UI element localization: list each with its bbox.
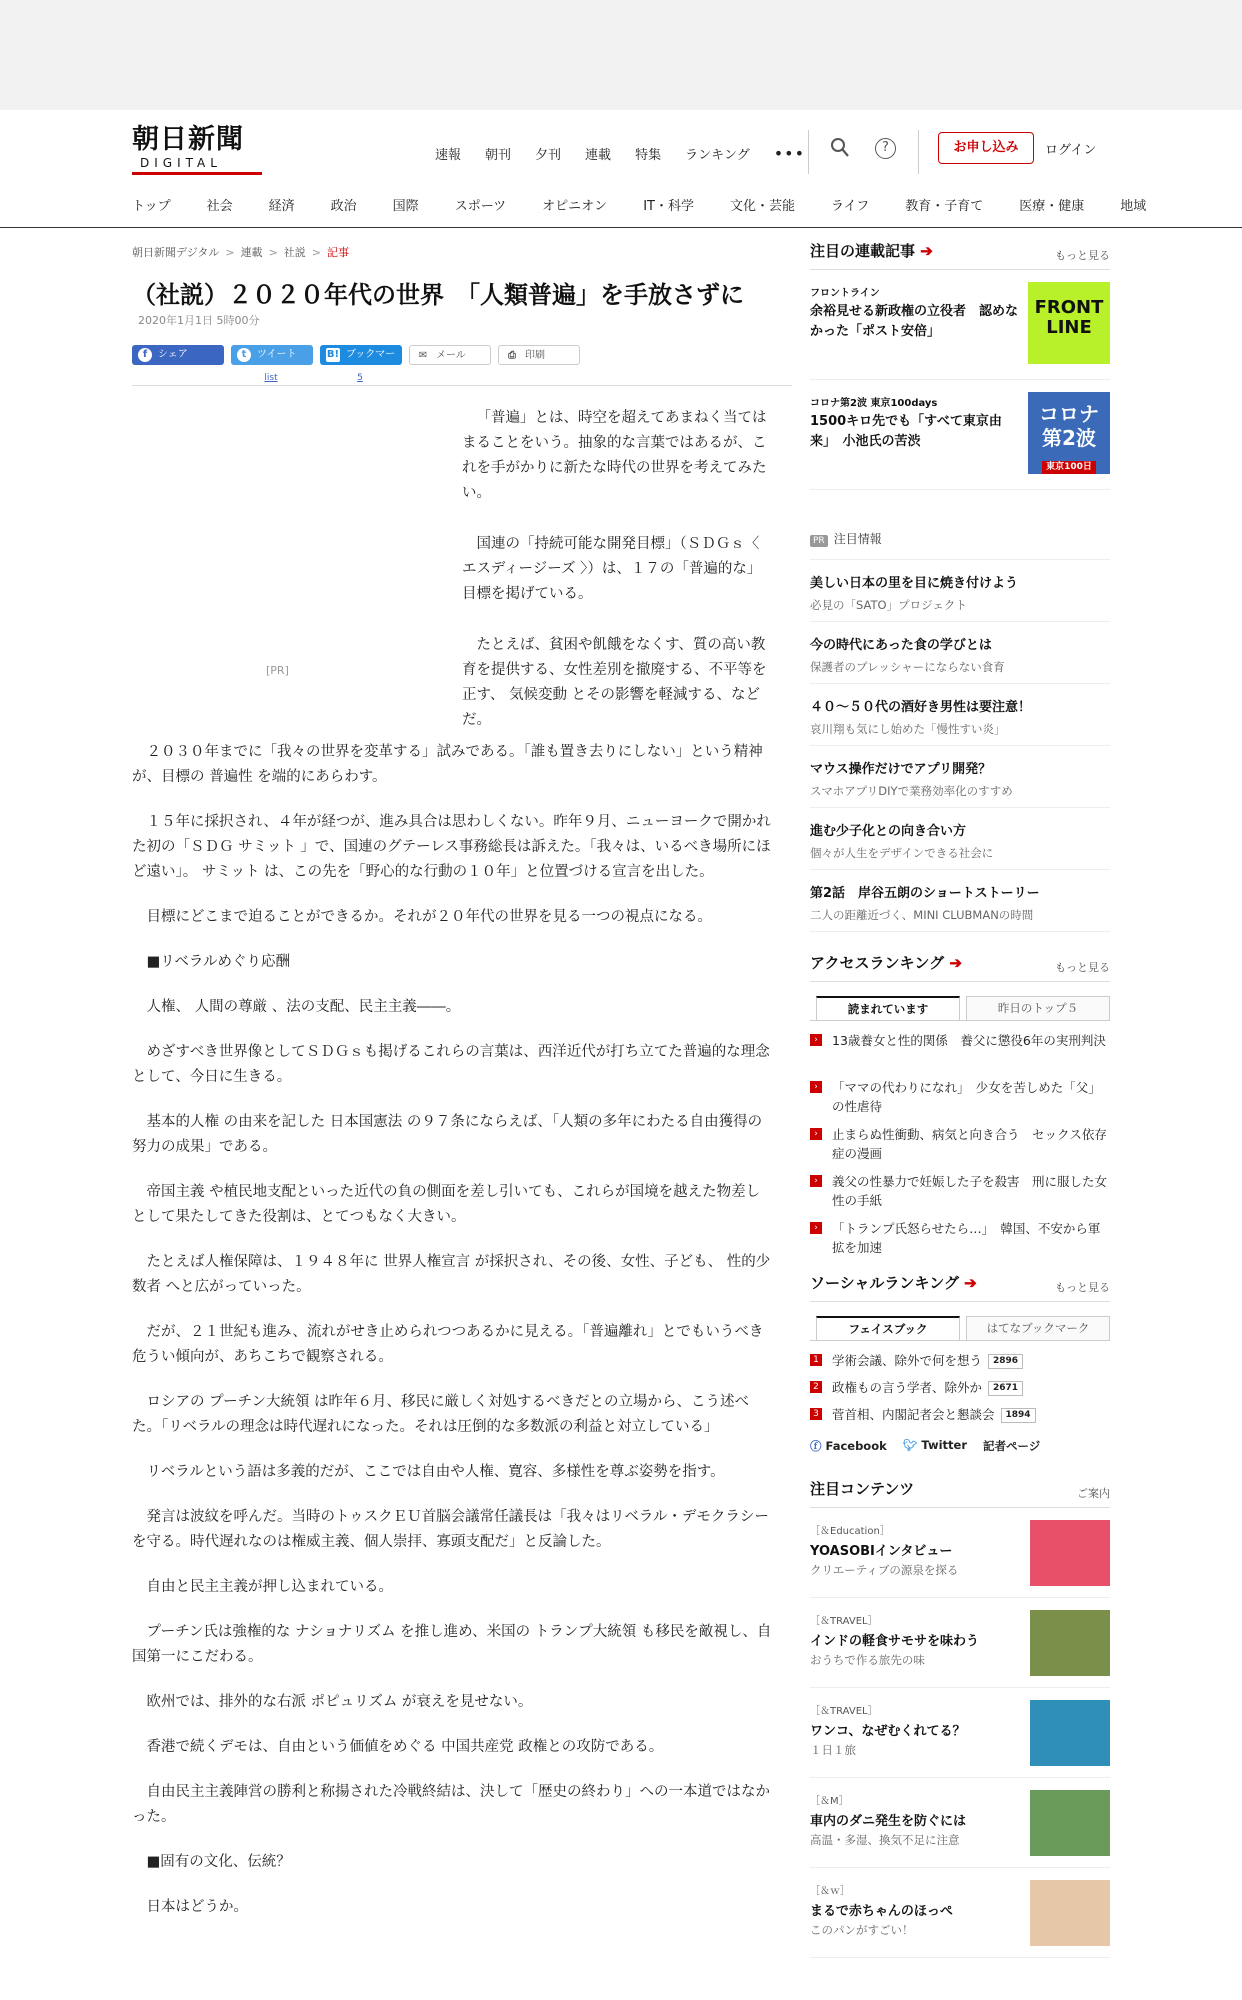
content-thumbnail — [1030, 1700, 1110, 1766]
paragraph: 帝国主義 や植民地支配といった近代の負の側面を差し引いても、これらが国境を越えた物差しとして果たしてきた役割は、とてつもなく大きい。 — [132, 1184, 761, 1225]
paragraph: プーチン氏は強権的な ナショナリズム を推し進め、米国の トランプ大統領 も移民を敵視し、自国第一にこだわる。 — [132, 1624, 772, 1665]
content-headline: まるで赤ちゃんのほっぺ — [810, 1904, 953, 1919]
logo-main-text: 朝日新聞 — [132, 124, 244, 155]
article-body — [132, 740, 772, 1940]
pr-subtitle: スマホアプリDIYで業務効率化のすすめ — [810, 784, 1013, 798]
ranking-item[interactable] — [810, 1125, 1110, 1172]
search-icon[interactable] — [830, 137, 850, 159]
paragraph: 人権、 人間の尊厳 、法の支配、民主主義――。 — [146, 999, 461, 1015]
pr-item[interactable] — [810, 808, 1110, 870]
rank-number: 3 — [810, 1408, 822, 1420]
catnav-international[interactable]: 国際 — [392, 199, 419, 214]
pr-header — [810, 530, 1110, 560]
pr-item[interactable] — [810, 746, 1110, 808]
mail-share-button[interactable] — [409, 345, 491, 365]
pr-headline: 今の時代にあった食の学びとは — [810, 638, 992, 653]
content-thumbnail — [1030, 1520, 1110, 1586]
content-tag: ［＆TRAVEL］ — [810, 1616, 878, 1627]
content-headline: 車内のダニ発生を防ぐには — [810, 1814, 967, 1829]
featured-item[interactable] — [810, 380, 1110, 490]
ranking-item[interactable] — [810, 1219, 1110, 1266]
social-ranking-item[interactable] — [810, 1405, 1110, 1432]
contents-header — [810, 1478, 1110, 1508]
pr-item[interactable] — [810, 870, 1110, 932]
social-ranking-item[interactable] — [810, 1351, 1110, 1378]
share-label: シェア — [158, 349, 188, 360]
tab-facebook[interactable]: フェイスブック — [816, 1316, 960, 1340]
pr-subtitle: 哀川翔も気にし始めた「慢性すい炎」 — [810, 722, 1006, 736]
featured-item[interactable] — [810, 270, 1110, 380]
ranking-text: 「ママの代わりになれ」 少女を苦しめた「父」の性虐待 — [832, 1080, 1101, 1114]
breadcrumb: 朝日新聞デジタル > 連載 > 社説 > 記事 — [132, 246, 349, 259]
top-ad-space — [0, 0, 1242, 110]
content-thumbnail — [1030, 1610, 1110, 1676]
share-buttons — [132, 345, 587, 383]
ranking-text: 学術会議、除外で何を想う — [832, 1353, 983, 1368]
arrow-right-icon: ➔ — [958, 1274, 977, 1292]
logo-sub-text: DIGITAL — [140, 156, 222, 170]
twitter-icon: 🐦︎ — [902, 1438, 922, 1452]
ranking-text: 政権もの言う学者、除外か — [832, 1380, 983, 1395]
login-button[interactable]: ログイン — [1045, 143, 1097, 158]
social-more-link[interactable]: もっと見る — [1055, 1281, 1110, 1294]
tab-hatena[interactable]: はてなブックマーク — [966, 1316, 1110, 1340]
catnav-sports[interactable]: スポーツ — [454, 199, 507, 214]
featured-tag: フロントライン — [810, 288, 880, 299]
access-ranking-title: アクセスランキング — [810, 954, 945, 972]
paragraph: 基本的人権 の由来を記した 日本国憲法 の９７条にならえば、「人類の多年にわたる自由獲得の努力の成果」である。 — [132, 1114, 763, 1155]
breadcrumb-current: 記事 — [327, 246, 349, 259]
catnav-it-science[interactable]: IT・科学 — [643, 199, 694, 214]
bookmark-label: ブックマーク — [346, 349, 396, 380]
divider — [132, 385, 792, 386]
thumbnail-text: コロナ 第2波 — [1039, 402, 1099, 450]
arrow-right-icon: ➔ — [944, 954, 962, 972]
social-ranking-title: ソーシャルランキング — [810, 1274, 959, 1292]
hatena-icon: B! — [326, 349, 340, 360]
content-headline: インドの軽食サモサを味わう — [810, 1634, 980, 1649]
subscribe-button[interactable]: お申し込み — [938, 132, 1034, 164]
tweet-count[interactable]: list — [264, 373, 278, 383]
reporter-page-link[interactable]: 記者ページ — [983, 1439, 1041, 1453]
ranking-marker-icon: › — [810, 1128, 822, 1140]
share-count: 1894 — [1001, 1408, 1036, 1423]
topnav-choukan[interactable]: 朝刊 — [485, 147, 512, 163]
ranking-text: 「トランプ氏怒らせたら…」 韓国、不安から軍拡を加速 — [832, 1221, 1101, 1255]
catnav-opinion[interactable]: オピニオン — [542, 199, 608, 214]
content-item[interactable] — [810, 1868, 1110, 1958]
facebook-share-button[interactable] — [132, 345, 224, 365]
catnav-health[interactable]: 医療・健康 — [1019, 199, 1085, 214]
tweet-label: ツイート — [257, 349, 297, 360]
content-tag: ［＆TRAVEL］ — [810, 1706, 878, 1717]
breadcrumb-shasetsu[interactable]: 社説 — [283, 246, 306, 259]
section-heading: ■固有の文化、伝統？ — [146, 1854, 291, 1870]
breadcrumb-home[interactable]: 朝日新聞デジタル — [132, 246, 220, 259]
ranking-marker-icon: › — [810, 1222, 822, 1234]
paragraph: １５年に採択され、４年が経つが、進み具合は思わしくない。昨年９月、ニューヨークで開かれた初の「ＳＤＧ サミット 」で、国連のグテーレス事務総長は訴えた。「我々は、いるべき場所にほど遠い」。 サミット は、この先を「野心的な行動の１０年」と位置づける宣言を出した。 — [132, 814, 771, 880]
catnav-top[interactable]: トップ — [132, 199, 171, 214]
paragraph: ロシアの プーチン大統領 は昨年６月、移民に厳しく対処するべきだとの立場から、こう述べた。「リベラルの理念は時代遅れになった。それは圧倒的な多数派の利益と対立している」 — [132, 1394, 750, 1435]
facebook-icon: f — [138, 348, 152, 362]
content-headline: ワンコ、なぜむくれてる？ — [810, 1724, 966, 1739]
article-date: 2020年1月1日 5時00分 — [138, 314, 260, 327]
paragraph: 国連の「持続可能な開発目標」（ＳＤＧｓ〈 エスディージーズ 〉）は、１７の「普遍的な」目標を掲げている。 — [462, 536, 762, 602]
content-subtitle: おうちで作る旅先の味 — [810, 1653, 925, 1667]
featured-headline: 余裕見せる新政権の立役者 認めなかった「ポスト安倍」 — [810, 304, 1019, 339]
content-item[interactable] — [810, 1508, 1110, 1598]
frontline-thumbnail: FRONT LINE — [1028, 282, 1110, 364]
content-subtitle: １日１旅 — [810, 1743, 856, 1757]
pr-headline: 進む少子化との向き合い方 — [810, 824, 967, 839]
access-more-link[interactable]: もっと見る — [1055, 961, 1110, 974]
facebook-icon: ⓕ — [810, 1439, 826, 1453]
paragraph: めざすべき世界像としてＳＤＧｓも掲げるこれらの言葉は、西洋近代が打ち立てた普遍的な理念として、今日に生きる。 — [132, 1044, 770, 1085]
access-ranking-header — [810, 952, 1110, 982]
content-subtitle: 高温・多湿、換気不足に注意 — [810, 1833, 960, 1847]
ranking-item[interactable] — [810, 1172, 1110, 1219]
ranking-item[interactable] — [810, 1031, 1110, 1078]
top-nav — [435, 138, 829, 168]
ranking-item[interactable] — [810, 1078, 1110, 1125]
topnav-rensai[interactable]: 連載 — [585, 147, 612, 163]
more-menu-icon[interactable]: ••• — [773, 143, 806, 163]
content-thumbnail — [1030, 1790, 1110, 1856]
twitter-link-label: Twitter — [921, 1438, 967, 1452]
paragraph: たとえば人権保障は、１９４８年に 世界人権宣言 が採択され、その後、女性、子ども、 性的少数者 へと広がっていった。 — [132, 1254, 771, 1295]
featured-title: 注目の連載記事 — [810, 242, 916, 260]
mail-label: メール — [436, 350, 466, 361]
social-ranking-tabs — [810, 1316, 1110, 1341]
content-subtitle: クリエーティブの源泉を探る — [810, 1563, 959, 1577]
pr-subtitle: 個々が人生をデザインできる社会に — [810, 846, 994, 860]
tab-yesterday-top5[interactable]: 昨日のトップ５ — [966, 996, 1110, 1020]
catnav-economy[interactable]: 経済 — [268, 199, 295, 214]
contents-title: 注目コンテンツ — [810, 1480, 915, 1498]
content-headline: YOASOBIインタビュー — [810, 1544, 953, 1559]
featured-headline: 1500キロ先でも「すべて東京由来」 小池氏の苦渋 — [810, 414, 1002, 449]
catnav-culture[interactable]: 文化・芸能 — [729, 199, 795, 214]
tab-most-read[interactable]: 読まれています — [816, 996, 960, 1020]
paragraph: ２０３０年までに「我々の世界を変革する」試みである。「誰も置き去りにしない」という精神が、目標の 普遍性 を端的にあらわす。 — [132, 744, 763, 785]
content-item[interactable] — [810, 1598, 1110, 1688]
pr-item[interactable] — [810, 560, 1110, 622]
ranking-text: 義父の性暴力で妊娠した子を殺害 刑に服した女性の手紙 — [832, 1174, 1108, 1208]
twitter-icon: t — [237, 348, 251, 362]
pr-subtitle: 二人の距離近づく、MINI CLUBMANの時間 — [810, 908, 1034, 922]
sidebar — [810, 240, 1110, 1958]
catnav-education[interactable]: 教育・子育て — [905, 199, 984, 214]
divider — [808, 130, 809, 174]
catnav-region[interactable]: 地域 — [1120, 199, 1147, 214]
paragraph: 日本はどうか。 — [146, 1899, 248, 1915]
bookmark-count[interactable]: 5 — [357, 373, 363, 383]
paragraph: 自由民主主義陣営の勝利と称揚された冷戦終結は、決して「歴史の終わり」への一本道ではなかった。 — [132, 1784, 770, 1825]
topnav-ranking[interactable]: ランキング — [685, 147, 750, 163]
pr-title: 注目情報 — [833, 532, 882, 546]
arrow-right-icon: ➔ — [915, 242, 933, 260]
catnav-politics[interactable]: 政治 — [330, 199, 357, 214]
content-tag: ［＆M］ — [810, 1796, 849, 1807]
featured-more-link[interactable]: もっと見る — [1055, 249, 1110, 262]
featured-tag: コロナ第2波 東京100days — [810, 398, 938, 409]
help-icon[interactable]: ? — [875, 138, 896, 159]
paragraph: 欧州では、排外的な右派 ポピュリズム が衰えを見せない。 — [146, 1694, 533, 1710]
pr-headline: マウス操作だけでアプリ開発？ — [810, 762, 992, 777]
article-title: （社説）２０２０年代の世界 「人類普遍」を手放さずに — [132, 280, 744, 309]
ad-label: [PR] — [266, 664, 289, 677]
paragraph: リベラルという語は多義的だが、ここでは自由や人権、寛容、多様性を尊ぶ姿勢を指す。 — [146, 1464, 725, 1480]
ranking-text: 止まらぬ性衝動、病気と向き合う セックス依存症の漫画 — [832, 1127, 1107, 1161]
paragraph: たとえば、貧困や飢餓をなくす、質の高い教育を提供する、女性差別を撤廃する、不平等を正す、 気候変動 とその影響を軽減する、などだ。 — [462, 637, 767, 728]
hatena-bookmark-button[interactable] — [320, 345, 402, 383]
breadcrumb-rensai[interactable]: 連載 — [240, 246, 263, 259]
ranking-text: 13歳養女と性的関係 養父に懲役6年の実刑判決 — [832, 1033, 1106, 1048]
content-subtitle: このパンがすごい！ — [810, 1923, 914, 1937]
rank-number: 2 — [810, 1381, 822, 1393]
article-lead — [462, 406, 770, 759]
access-ranking-tabs — [810, 996, 1110, 1021]
social-ranking-header — [810, 1272, 1110, 1302]
mail-icon: ✉ — [418, 350, 428, 361]
share-count: 2896 — [988, 1354, 1023, 1369]
pr-subtitle: 必見の「SATO」プロジェクト — [810, 598, 967, 612]
site-logo[interactable] — [132, 124, 262, 176]
pr-subtitle: 保護者のプレッシャーにならない食育 — [810, 660, 1005, 674]
pr-badge: PR — [810, 535, 828, 547]
thumbnail-subtext: 東京100日 — [1042, 461, 1096, 474]
pr-item[interactable] — [810, 684, 1110, 746]
section-heading: ■リベラルめぐり応酬 — [146, 954, 290, 970]
share-count: 2671 — [988, 1381, 1023, 1396]
catnav-society[interactable]: 社会 — [206, 199, 233, 214]
print-label: 印刷 — [525, 350, 545, 361]
ranking-marker-icon: › — [810, 1081, 822, 1093]
divider — [918, 130, 919, 174]
print-icon: ⎙ — [508, 350, 516, 361]
pr-item[interactable] — [810, 622, 1110, 684]
facebook-link-label: Facebook — [825, 1439, 887, 1453]
topnav-yukan[interactable]: 夕刊 — [535, 147, 562, 163]
social-ranking-list — [810, 1351, 1110, 1432]
topnav-tokushu[interactable]: 特集 — [635, 147, 662, 163]
catnav-life[interactable]: ライフ — [830, 199, 870, 214]
ranking-text: 菅首相、内閣記者会と懇談会 — [832, 1407, 995, 1422]
topnav-sokuho[interactable]: 速報 — [435, 147, 462, 163]
content-tag: ［＆ｗ］ — [810, 1886, 850, 1897]
pr-headline: 第2話 岸谷五朗のショートストーリー — [810, 886, 1040, 901]
pr-headline: 美しい日本の里を目に焼き付けよう — [810, 576, 1019, 591]
contents-more-link[interactable]: ご案内 — [1077, 1487, 1110, 1500]
ranking-marker-icon: › — [810, 1175, 822, 1187]
print-button[interactable] — [498, 345, 580, 365]
rank-number: 1 — [810, 1354, 822, 1366]
featured-header — [810, 240, 1110, 270]
content-thumbnail — [1030, 1880, 1110, 1946]
content-tag: ［＆Education］ — [810, 1526, 890, 1537]
paragraph: 自由と民主主義が押し込まれている。 — [146, 1579, 393, 1595]
social-links — [810, 1438, 1110, 1454]
social-ranking-item[interactable] — [810, 1378, 1110, 1405]
paragraph: 目標にどこまで迫ることができるか。それが２０年代の世界を見る一つの視点になる。 — [146, 909, 712, 925]
access-ranking-list — [810, 1031, 1110, 1266]
content-item[interactable] — [810, 1688, 1110, 1778]
ranking-marker-icon: › — [810, 1034, 822, 1046]
paragraph: 「普遍」とは、時空を超えてあまねく当てはまることをいう。抽象的な言葉ではあるが、これを手がかりに新たな時代の世界を考えてみたい。 — [462, 410, 767, 501]
facebook-link[interactable] — [810, 1438, 887, 1454]
category-nav — [132, 195, 1146, 214]
site-header — [0, 110, 1242, 228]
pr-headline: ４０～５０代の酒好き男性は要注意！ — [810, 700, 1032, 715]
corona-thumbnail — [1028, 392, 1110, 474]
paragraph: 香港で続くデモは、自由という価値をめぐる 中国共産党 政権との攻防である。 — [146, 1739, 664, 1755]
paragraph: だが、２１世紀も進み、流れがせき止められつつあるかに見える。「普遍離れ」とでもいうべき危うい傾向が、あちこちで観察される。 — [132, 1324, 764, 1365]
content-item[interactable] — [810, 1778, 1110, 1868]
paragraph: 発言は波紋を呼んだ。当時のトゥスクＥＵ首脳会議常任議長は「我々はリベラル・デモクラシーを守る。時代遅れなのは権威主義、個人崇拝、寡頭支配だ」と反論した。 — [132, 1509, 769, 1550]
twitter-share-button[interactable] — [231, 345, 313, 383]
twitter-link[interactable] — [903, 1438, 967, 1454]
logo-underline — [132, 172, 262, 175]
